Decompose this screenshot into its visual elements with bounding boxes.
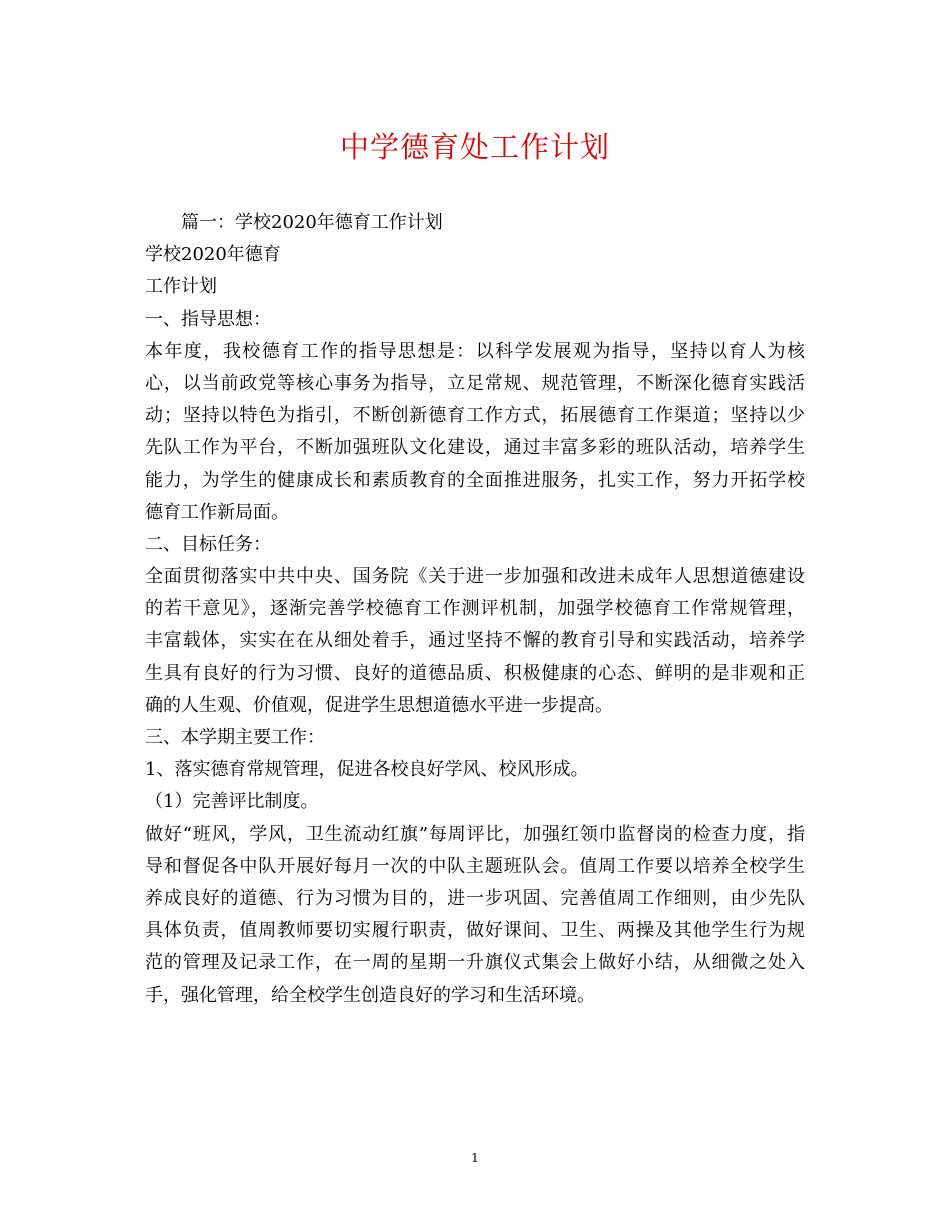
section-heading: 三、本学期主要工作： <box>145 727 325 748</box>
subsection-heading: （1）完善评比制度。 <box>145 791 319 813</box>
paragraph-line: 导和督促各中队开展好每月一次的中队主题班队会。值周工作要以培养全校学生 <box>145 855 805 877</box>
text-line: 学校2020年德育 <box>145 244 281 266</box>
paragraph-line: 动；坚持以特色为指引，不断创新德育工作方式，拓展德育工作渠道；坚持以少 <box>145 405 805 427</box>
paragraph-line: 的若干意见》，逐渐完善学校德育工作测评机制，加强学校德育工作常规管理， <box>145 598 805 620</box>
paragraph-line: 手，强化管理，给全校学生创造良好的学习和生活环境。 <box>145 984 595 1006</box>
paragraph-line: 先队工作为平台，不断加强班队文化建设，通过丰富多彩的班队活动，培养学生 <box>145 437 805 459</box>
subsection-heading: 1、落实德育常规管理，促进各校良好学风、校风形成。 <box>145 759 589 781</box>
document-body <box>145 207 805 1012</box>
paragraph-line: 丰富载体，实实在在从细处着手，通过坚持不懈的教育引导和实践活动，培养学 <box>145 630 805 652</box>
section-heading: 一、指导思想： <box>145 308 271 330</box>
paragraph-line: 确的人生观、价值观，促进学生思想道德水平进一步提高。 <box>145 694 613 716</box>
paragraph-line: 全面贯彻落实中共中央、国务院《关于进一步加强和改进未成年人思想道德建设 <box>145 566 805 588</box>
paragraph-line: 德育工作新局面。 <box>145 501 289 523</box>
page-number: 1 <box>471 1151 479 1165</box>
paragraph-line: 生具有良好的行为习惯、良好的道德品质、积极健康的心态、鲜明的是非观和正 <box>145 662 805 684</box>
paragraph-line: 范的管理及记录工作，在一周的星期一升旗仪式集会上做好小结，从细微之处入 <box>145 952 805 974</box>
paragraph-line: 养成良好的道德、行为习惯为目的，进一步巩固、完善值周工作细则，由少先队 <box>145 887 805 909</box>
text-line: 工作计划 <box>145 276 217 298</box>
paragraph-line: 做好“班风，学风，卫生流动红旗”每周评比，加强红领巾监督岗的检查力度，指 <box>145 823 805 845</box>
section-heading: 篇一：学校2020年德育工作计划 <box>181 212 443 233</box>
document-title: 中学德育处工作计划 <box>339 130 610 164</box>
section-heading: 二、目标任务： <box>145 533 271 555</box>
paragraph-line: 具体负责，值周教师要切实履行职责，做好课间、卫生、两操及其他学生行为规 <box>145 920 805 942</box>
paragraph-line: 能力，为学生的健康成长和素质教育的全面推进服务，扎实工作，努力开拓学校 <box>145 469 805 491</box>
paragraph-line: 心，以当前政党等核心事务为指导，立足常规、规范管理，不断深化德育实践活 <box>145 372 805 394</box>
paragraph-line: 本年度，我校德育工作的指导思想是：以科学发展观为指导，坚持以育人为核 <box>145 340 805 362</box>
